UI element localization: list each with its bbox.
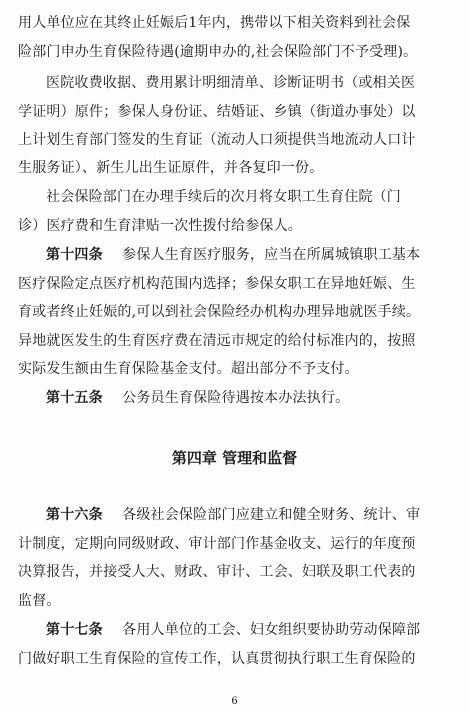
article-label: 第十四条 [46,247,103,263]
text-line: 医疗保险定点医疗机构范围内选择；参保女职工在异地妊娠、生 [18,276,416,292]
text-line: 险部门申办生育保险待遇(逾期申办的,社会保险部门不予受理)。 [18,44,418,60]
text-line: 育或者终止妊娠的,可以到社会保险经办机构办理异地就医手续。 [18,304,421,320]
article-17 [46,621,452,639]
text-line: 计制度，定期向同级财政、审计部门作基金收支、运行的年度预 [18,536,416,552]
article-15 [46,389,452,407]
article-text: 公务员生育保险待遇按本办法执行。 [122,390,350,406]
text-line: 监督。 [18,593,61,609]
article-text: 参保人生育医疗服务，应当在所属城镇职工基本 [122,247,421,263]
article-label: 第十五条 [46,390,103,406]
text-line: 实际发生额由生育保险基金支付。超出部分不予支付。 [18,361,359,377]
chapter-title: 第四章 管理和监督 [171,449,298,467]
article-16 [46,506,452,524]
text-line: 医院收费收据、费用累计明细清单、诊断证明书（或相关医 [46,75,416,91]
text-line: 异地就医发生的生育医疗费在清远市规定的给付标准内的，按照 [18,333,416,349]
text-line: 学证明）原件；参保人身份证、结婚证、乡镇（街道办事处）以 [18,104,416,120]
article-label: 第十六条 [46,507,103,523]
article-label: 第十七条 [46,622,103,638]
text-line: 决算报告，并接受人大、财政、审计、工会、妇联及职工代表的 [18,564,416,580]
text-line: 诊）医疗费和生育津贴一次性拨付给参保人。 [18,218,302,234]
text-line: 生服务证）、新生儿出生证原件，并各复印一份。 [18,160,324,176]
article-14 [46,246,452,264]
page-number: 6 [231,696,238,707]
text-line: 社会保险部门在办理手续后的次月将女职工生育住院（门 [46,189,401,205]
article-text: 各用人单位的工会、妇女组织要协助劳动保障部 [122,622,421,638]
text-line: 上计划生育部门签发的生育证（流动人口须提供当地流动人口计 [18,132,416,148]
text-line: 门做好职工生育保险的宣传工作，认真贯彻执行职工生育保险的 [18,651,416,667]
text-line: 用人单位应在其终止妊娠后1年内，携带以下相关资料到社会保 [18,15,411,31]
article-text: 各级社会保险部门应建立和健全财务、统计、审 [122,507,421,523]
